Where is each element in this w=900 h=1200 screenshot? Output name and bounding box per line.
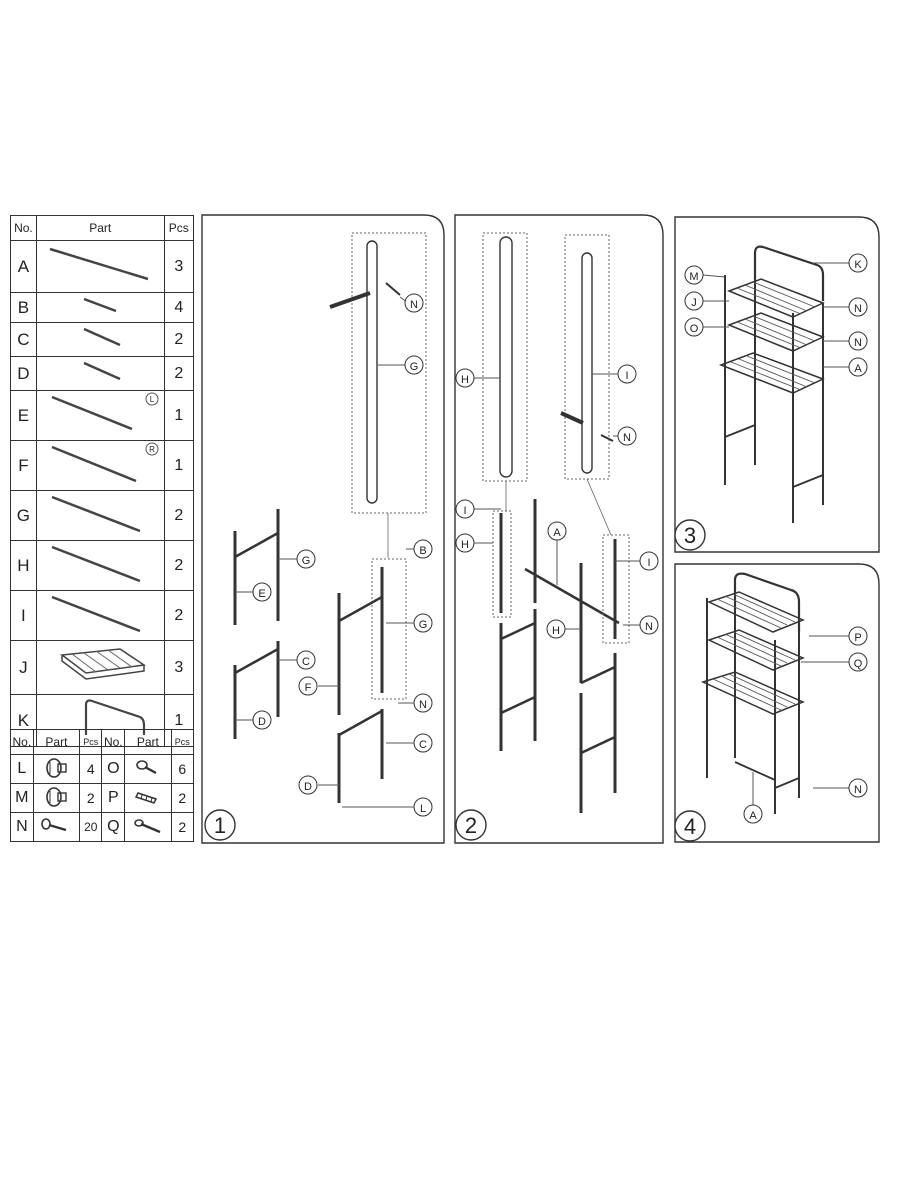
side-tube-right-icon <box>36 441 164 491</box>
part-pcs: 1 <box>164 695 193 747</box>
part-no: H <box>11 541 37 591</box>
callout-label: C <box>302 656 310 668</box>
part-no: N <box>11 813 34 842</box>
callout-label: N <box>854 337 862 349</box>
part-pcs: 3 <box>164 241 193 293</box>
callout-label: H <box>461 374 469 386</box>
part-pcs: 3 <box>164 641 193 695</box>
part-pcs: 2 <box>80 784 102 813</box>
side-tube-left-icon <box>36 391 164 441</box>
callout-label: E <box>258 588 266 600</box>
table-row <box>11 357 194 391</box>
part-mark: L <box>149 395 155 404</box>
callout-label: N <box>623 432 631 444</box>
table-row <box>11 441 194 491</box>
part-no: E <box>11 391 37 441</box>
table-row <box>11 641 194 695</box>
callout-label: N <box>410 299 418 311</box>
callout-label: G <box>409 361 419 373</box>
screw-icon <box>125 755 171 784</box>
part-no: M <box>11 784 34 813</box>
header-part: Part <box>36 216 164 241</box>
part-no: F <box>11 441 37 491</box>
header-no: No. <box>11 730 34 755</box>
callout-label: I <box>647 557 651 569</box>
parts-table <box>10 215 194 747</box>
callout-label: D <box>258 716 266 728</box>
callout-label: A <box>553 527 561 539</box>
part-pcs: 4 <box>80 755 102 784</box>
part-pcs: 2 <box>164 541 193 591</box>
side-tube-icon <box>36 591 164 641</box>
table-row <box>11 323 194 357</box>
foot-cap-icon <box>33 784 79 813</box>
part-no: O <box>102 755 125 784</box>
part-pcs: 4 <box>164 293 193 323</box>
side-tube-icon <box>36 491 164 541</box>
table-row <box>11 293 194 323</box>
part-no: P <box>102 784 125 813</box>
callout-label: N <box>645 621 653 633</box>
part-pcs: 2 <box>164 357 193 391</box>
long-screw-icon <box>125 813 171 842</box>
callout-label: C <box>419 739 427 751</box>
foot-cap-icon <box>33 755 79 784</box>
long-tube-icon <box>36 241 164 293</box>
callout-label: M <box>689 271 699 283</box>
part-mark: R <box>149 445 156 454</box>
step-4-panel <box>673 562 881 844</box>
table-row <box>11 391 194 441</box>
wire-shelf-icon <box>36 641 164 695</box>
callout-label: I <box>463 505 467 517</box>
step-2-panel <box>453 213 665 845</box>
step-1-panel <box>200 213 446 845</box>
callout-label: Q <box>853 658 863 670</box>
screw-icon <box>33 813 79 842</box>
callout-label: P <box>854 632 862 644</box>
part-pcs: 2 <box>171 813 193 842</box>
short-tube-icon <box>36 293 164 323</box>
callout-label: G <box>418 619 428 631</box>
part-pcs: 6 <box>171 755 193 784</box>
table-row <box>11 541 194 591</box>
header-no: No. <box>102 730 125 755</box>
header-pcs: Pcs <box>164 216 193 241</box>
callout-label: I <box>625 370 629 382</box>
part-no: Q <box>102 813 125 842</box>
callout-label: D <box>304 781 312 793</box>
short-tube-icon <box>36 357 164 391</box>
part-no: G <box>11 491 37 541</box>
table-row <box>11 491 194 541</box>
wall-anchor-icon <box>125 784 171 813</box>
callout-label: H <box>461 539 469 551</box>
callout-label: H <box>552 625 560 637</box>
callout-label: N <box>419 699 427 711</box>
step-number: 1 <box>213 813 227 838</box>
part-pcs: 1 <box>164 391 193 441</box>
part-pcs: 2 <box>171 784 193 813</box>
hardware-table <box>10 729 194 842</box>
step-number: 2 <box>464 813 478 838</box>
short-tube-icon <box>36 323 164 357</box>
part-no: K <box>11 695 37 747</box>
header-pcs: Pcs <box>80 730 102 755</box>
part-no: C <box>11 323 37 357</box>
callout-label: L <box>419 803 427 815</box>
callout-label: J <box>691 297 697 309</box>
table-row <box>11 241 194 293</box>
part-no: L <box>11 755 34 784</box>
callout-label: N <box>854 303 862 315</box>
callout-label: G <box>301 555 311 567</box>
part-no: J <box>11 641 37 695</box>
part-pcs: 1 <box>164 441 193 491</box>
part-pcs: 2 <box>164 491 193 541</box>
header-pcs: Pcs <box>171 730 193 755</box>
step-3-panel <box>673 215 881 555</box>
callout-label: A <box>749 810 757 822</box>
part-no: D <box>11 357 37 391</box>
part-no: I <box>11 591 37 641</box>
part-pcs: 20 <box>80 813 102 842</box>
table-row <box>11 784 194 813</box>
callout-label: A <box>854 363 862 375</box>
callout-label: N <box>854 784 862 796</box>
header-part: Part <box>33 730 79 755</box>
callout-label: B <box>419 545 427 557</box>
table-row <box>11 755 194 784</box>
part-pcs: 2 <box>164 323 193 357</box>
callout-label: K <box>854 259 862 271</box>
callout-label: F <box>304 682 312 694</box>
header-no: No. <box>11 216 37 241</box>
header-part: Part <box>125 730 171 755</box>
step-number: 4 <box>683 814 697 839</box>
table-row <box>11 591 194 641</box>
callout-label: O <box>689 323 699 335</box>
table-row <box>11 813 194 842</box>
step-number: 3 <box>683 523 697 548</box>
part-no: B <box>11 293 37 323</box>
side-tube-icon <box>36 541 164 591</box>
part-pcs: 2 <box>164 591 193 641</box>
part-no: A <box>11 241 37 293</box>
